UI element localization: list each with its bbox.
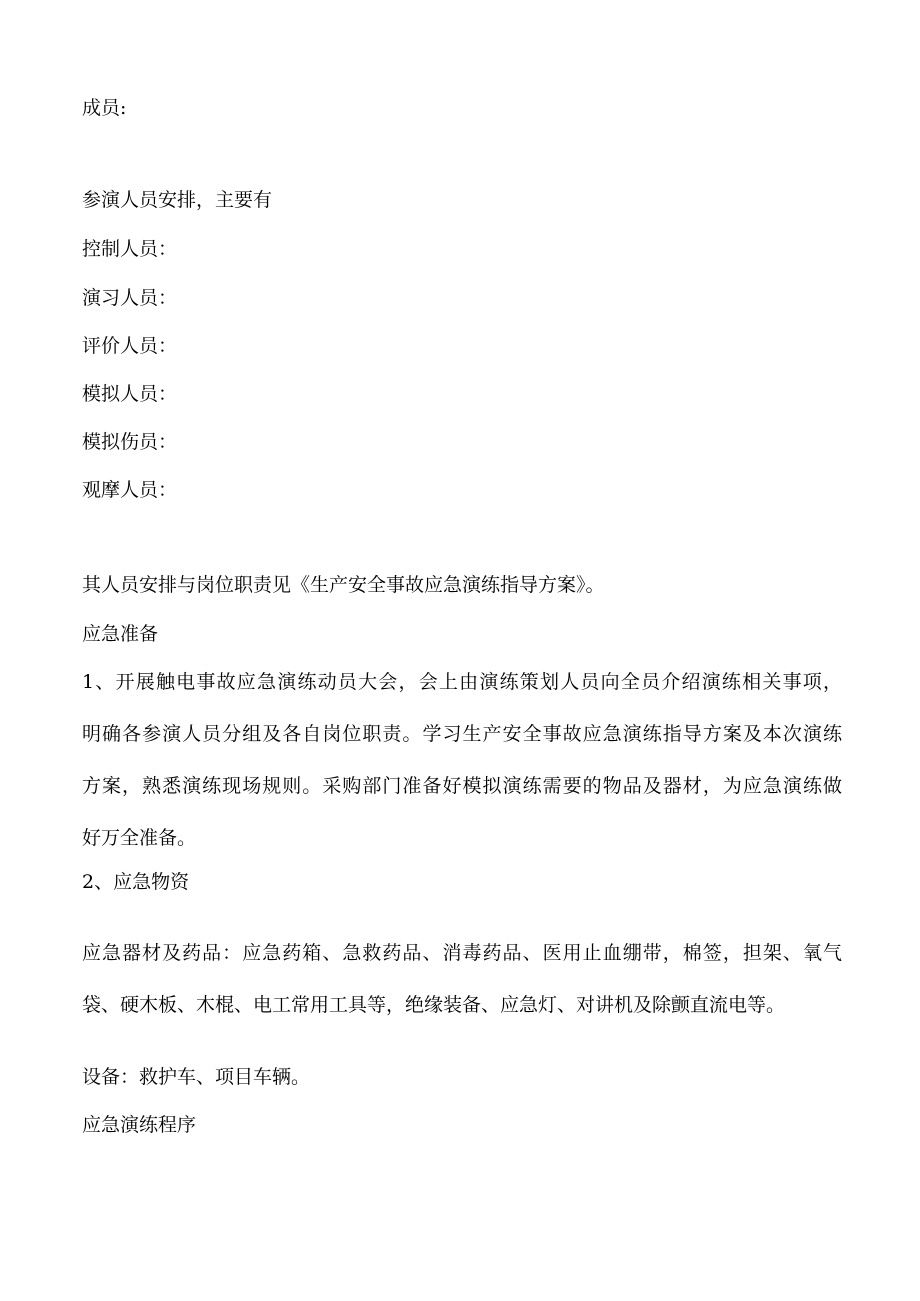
- prep-item-1: [82, 670, 842, 850]
- members-label: 成员:: [82, 97, 127, 119]
- prep-item-1-line: 方案，熟悉演练现场规则。采购部门准备好模拟演练需要的物品及器材，为应急演练做: [82, 775, 842, 797]
- role-evaluation: 评价人员：: [82, 335, 178, 357]
- equipment-line: 设备：救护车、项目车辆。: [82, 1066, 311, 1088]
- role-control: 控制人员：: [82, 238, 178, 260]
- role-observer: 观摩人员：: [82, 479, 178, 501]
- materials-line: 应急器材及药品：应急药箱、急救药品、消毒药品、医用止血绷带，棉签，担架、氧气: [82, 942, 842, 964]
- materials-heading: 2、应急物资: [82, 871, 190, 893]
- materials-paragraph: [82, 941, 842, 1017]
- prep-item-1-line: 明确各参演人员分组及各自岗位职责。学习生产安全事故应急演练指导方案及本次演练: [82, 723, 842, 745]
- role-drill: 演习人员：: [82, 287, 178, 309]
- participants-intro: 参演人员安排，主要有: [82, 189, 273, 211]
- role-note: 其人员安排与岗位职责见《生产安全事故应急演练指导方案》。: [82, 574, 605, 596]
- procedure-heading: 应急演练程序: [82, 1114, 197, 1136]
- role-simulated-injured: 模拟伤员：: [82, 431, 178, 453]
- role-simulation: 模拟人员：: [82, 383, 178, 405]
- materials-line: 袋、硬木板、木棍、电工常用工具等，绝缘装备、应急灯、对讲机及除颤直流电等。: [82, 994, 786, 1016]
- prep-item-1-line: 好万全准备。: [82, 827, 197, 849]
- prep-heading: 应急准备: [82, 623, 159, 645]
- prep-item-1-line: 1、开展触电事故应急演练动员大会，会上由演练策划人员向全员介绍演练相关事项，: [82, 671, 842, 693]
